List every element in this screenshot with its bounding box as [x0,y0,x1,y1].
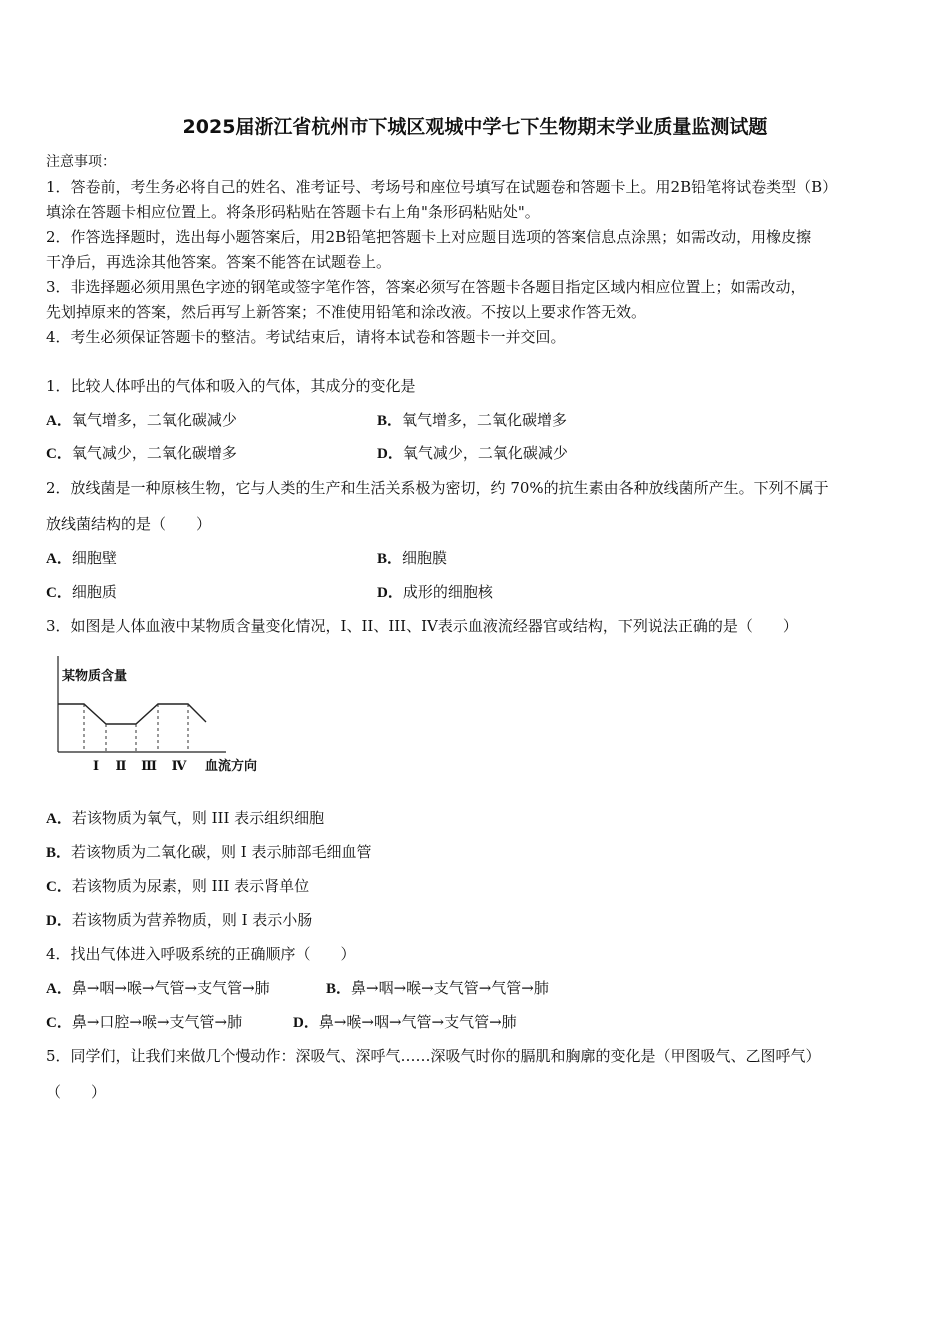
notice-line: 先划掉原来的答案，然后再写上新答案；不准使用铅笔和涂改液。不按以上要求作答无效。 [46,303,647,321]
q4-stem: 4．找出气体进入呼吸系统的正确顺序（ ） [46,945,356,963]
option-text: 鼻→咽→喉→支气管→气管→肺 [351,979,549,997]
q2-option-b [377,548,447,569]
q1-stem: 1．比较人体呼出的气体和吸入的气体，其成分的变化是 [46,377,416,395]
option-key: B． [326,981,352,997]
q1-option-d [377,443,568,464]
q1-option-b [377,410,567,431]
q3-option-d [46,910,312,931]
option-text: 若该物质为氧气，则 III 表示组织细胞 [71,809,325,827]
figure-ylabel: 某物质含量 [62,669,128,684]
option-key: D． [377,446,403,462]
option-key: A． [46,551,72,567]
option-key: D． [293,1015,319,1031]
q4-option-a [46,978,270,999]
q4-option-b [326,978,549,999]
q3-stem: 3．如图是人体血液中某物质含量变化情况，I、II、III、IV表示血液流经器官或结构，下列说法正确的是（ ） [46,617,798,635]
option-key: D． [46,913,72,929]
q3-option-c [46,876,309,897]
option-text: 鼻→口腔→喉→支气管→肺 [71,1013,243,1031]
tick-label-3: Ⅲ [141,759,157,774]
option-text: 细胞质 [71,583,117,601]
option-key: A． [46,981,72,997]
notice-label: 注意事项： [46,154,116,170]
q4-option-c [46,1012,242,1033]
option-text: 若该物质为营养物质，则 I 表示小肠 [71,911,313,929]
q3-option-b [46,842,371,863]
q2-option-d [377,582,493,603]
page-title: 2025届浙江省杭州市下城区观城中学七下生物期末学业质量监测试题 [182,116,768,138]
q2-stem-line1: 2．放线菌是一种原核生物，它与人类的生产和生活关系极为密切，约 70%的抗生素由各种放线菌所产生。下列不属于 [46,479,829,497]
option-text: 氧气减少，二氧化碳减少 [402,444,568,462]
option-text: 细胞膜 [402,549,448,567]
option-text: 氧气减少，二氧化碳增多 [71,444,237,462]
option-text: 鼻→喉→咽→气管→支气管→肺 [318,1013,517,1031]
option-text: 氧气增多，二氧化碳增多 [402,411,568,429]
option-key: A． [46,811,72,827]
option-text: 若该物质为尿素，则 III 表示肾单位 [71,877,310,895]
q3-figure [48,652,278,780]
option-key: B． [46,845,72,861]
q5-stem-line1: 5．同学们，让我们来做几个慢动作：深吸气、深呼气……深吸气时你的膈肌和胸廓的变化是（甲图吸气、乙图呼气） [46,1047,821,1065]
q4-option-d [293,1012,517,1033]
option-text: 成形的细胞核 [402,583,493,601]
notice-line: 2．作答选择题时，选出每小题答案后，用2B铅笔把答题卡上对应题目选项的答案信息点涂黑；如需改动，用橡皮擦 [46,228,812,246]
option-text: 若该物质为二氧化碳，则 I 表示肺部毛细血管 [71,843,372,861]
option-key: D． [377,585,403,601]
option-key: C． [46,585,72,601]
option-text: 氧气增多，二氧化碳减少 [71,411,237,429]
q2-option-a [46,548,117,569]
q2-option-c [46,582,117,603]
q3-option-a [46,808,324,829]
figure-xlabel: 血流方向 [205,759,258,774]
option-key: C． [46,1015,72,1031]
notice-line: 1．答卷前，考生务必将自己的姓名、准考证号、考场号和座位号填写在试题卷和答题卡上。用2B铅笔将试卷类型（B） [46,178,838,196]
option-key: A． [46,413,72,429]
notice-line: 填涂在答题卡相应位置上。将条形码粘贴在答题卡右上角"条形码粘贴处"。 [46,203,540,221]
option-key: C． [46,879,72,895]
option-key: C． [46,446,72,462]
tick-label-1: Ⅰ [92,759,100,774]
q2-stem-line2: 放线菌结构的是（ ） [46,515,212,533]
content-curve [58,704,206,724]
q5-stem-line2: （ ） [46,1083,107,1101]
q1-option-a [46,410,237,431]
option-key: B． [377,551,403,567]
tick-label-2: Ⅱ [115,759,127,774]
option-text: 鼻→咽→喉→气管→支气管→肺 [71,979,270,997]
option-key: B． [377,413,403,429]
q1-option-c [46,443,237,464]
notice-line: 3．非选择题必须用黑色字迹的钢笔或签字笔作答，答案必须写在答题卡各题目指定区域内相应位置上；如需改动， [46,278,806,296]
notice-line: 干净后，再选涂其他答案。答案不能答在试题卷上。 [46,253,392,271]
tick-label-4: Ⅳ [171,759,187,774]
notice-line: 4．考生必须保证答题卡的整洁。考试结束后，请将本试卷和答题卡一并交回。 [46,328,566,346]
option-text: 细胞壁 [71,549,117,567]
